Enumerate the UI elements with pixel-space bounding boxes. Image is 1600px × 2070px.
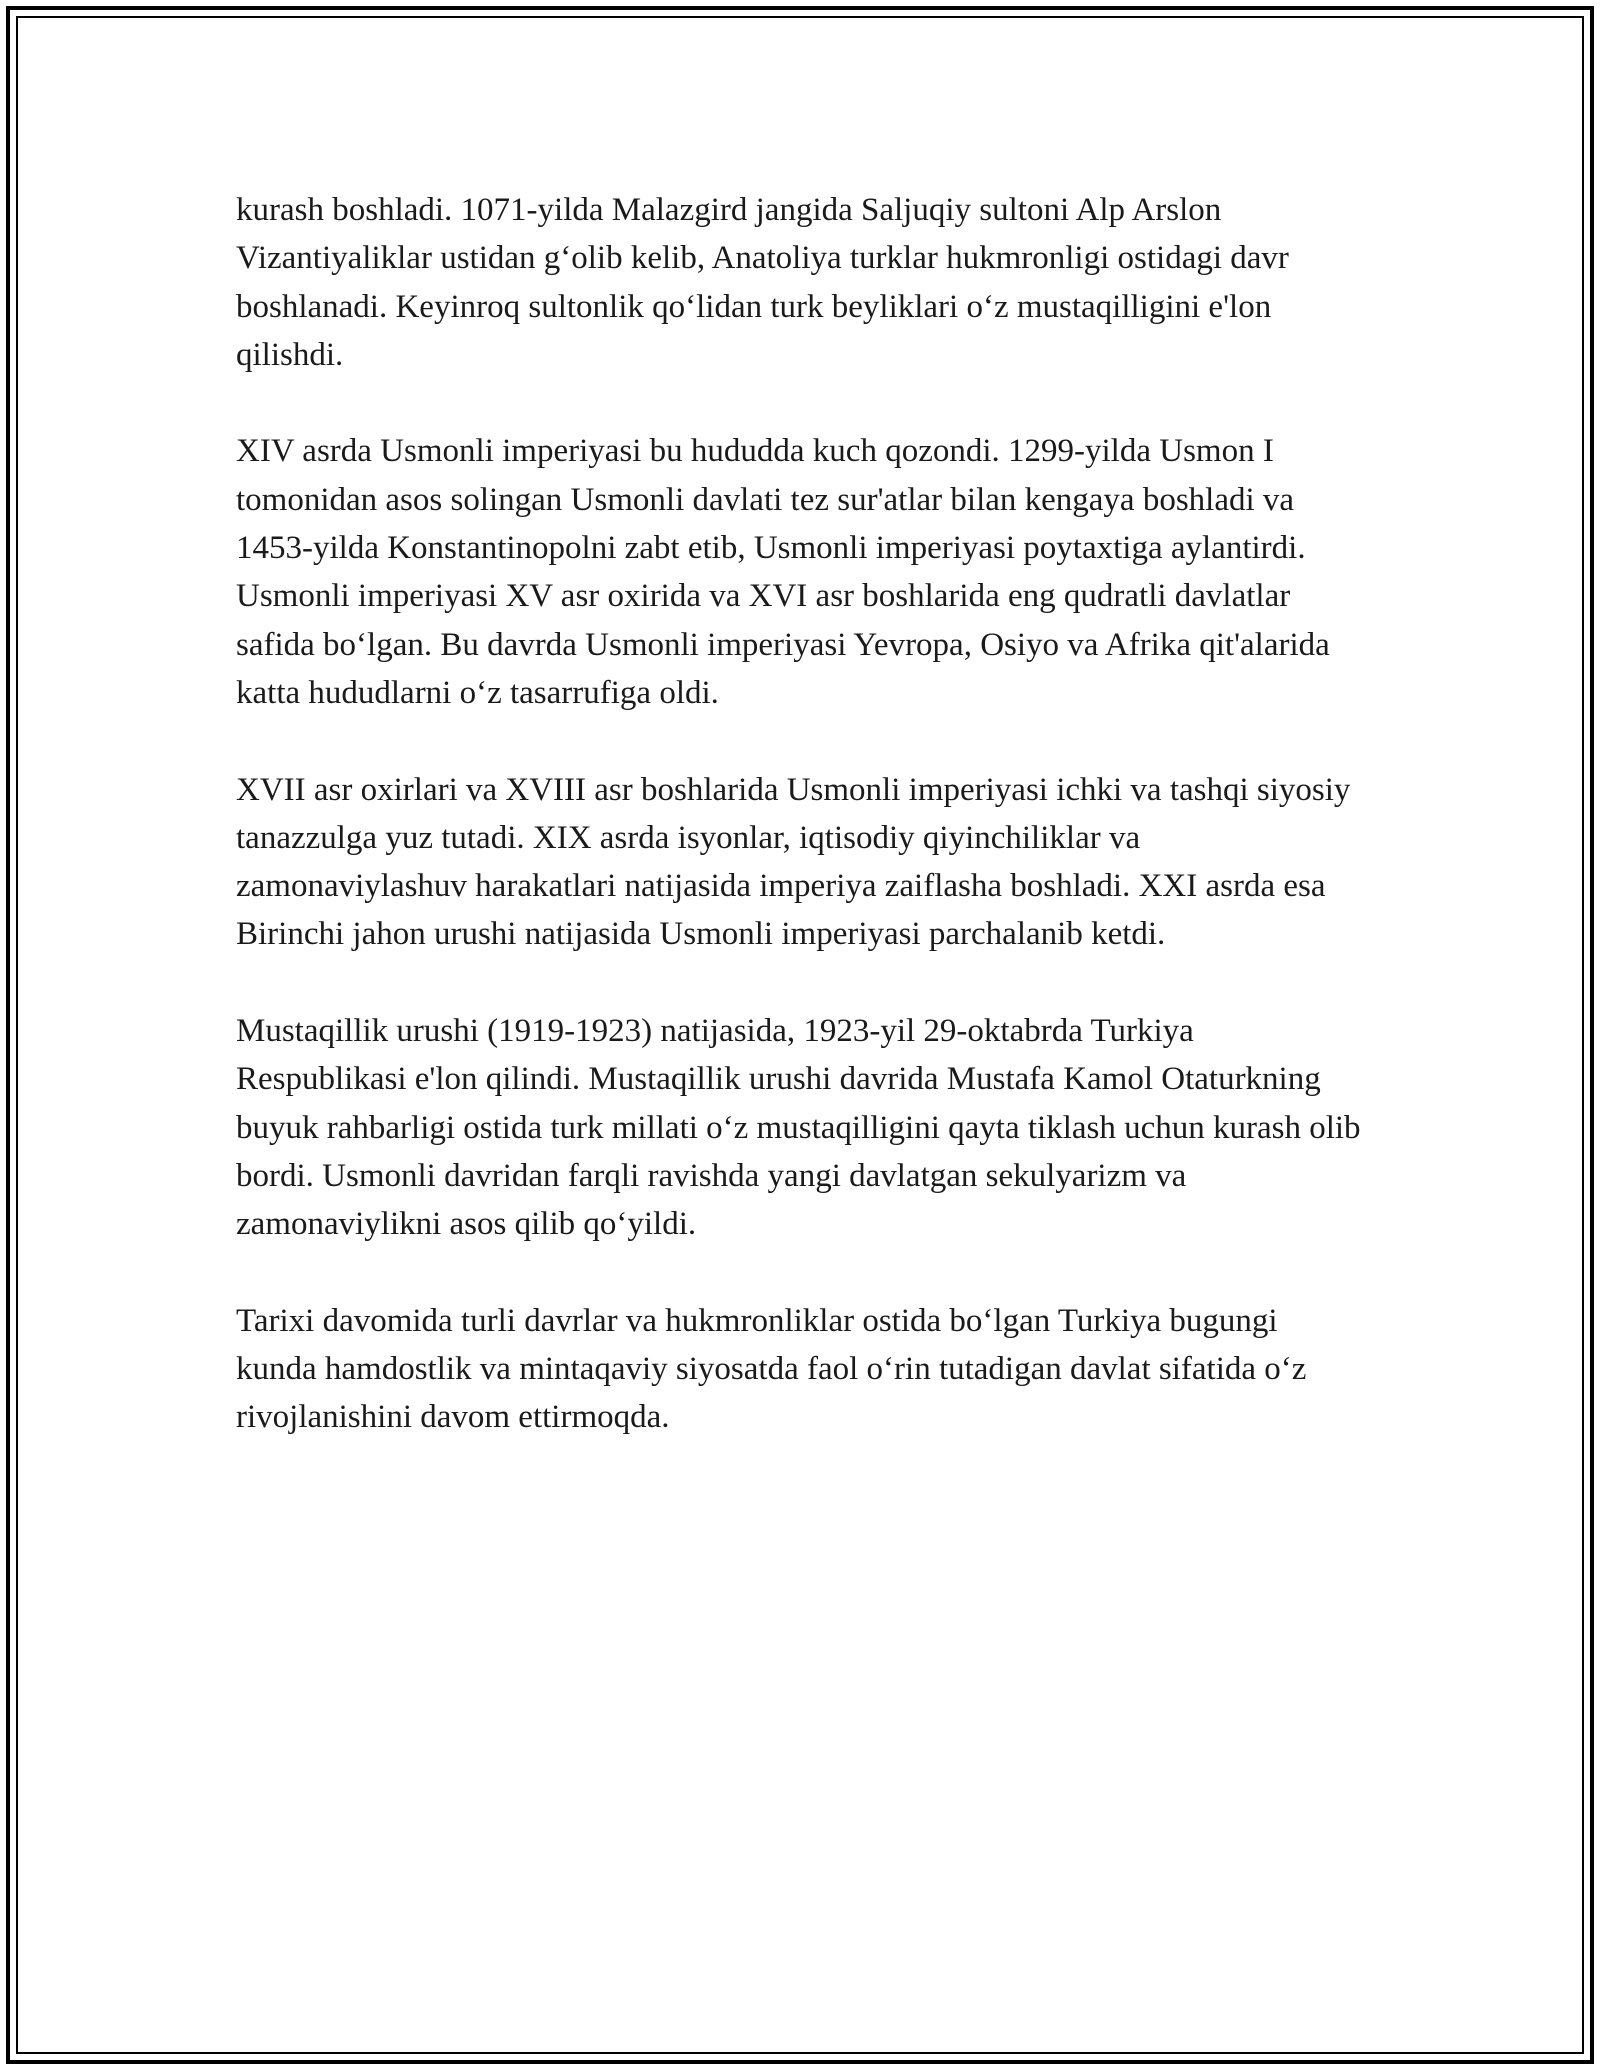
paragraph-1: kurash boshladi. 1071-yilda Malazgird jangida Saljuqiy sultoni Alp Arslon Vizantiyaliklar ustidan g‘olib kelib, Anatoliya turklar hukmronligi ostidagi davr boshlanadi. Keyinroq sultonlik qo‘lidan turk beyliklari o‘z mustaqilligini e'lon qilishdi. [236,192,1289,373]
paragraph-3: XVII asr oxirlari va XVIII asr boshlarida Usmonli imperiyasi ichki va tashqi siyosiy tanazzulga yuz tutadi. XIX asrda isyonlar, iqtisodiy qiyinchiliklar va zamonaviylashuv harakatlari natijasida imperiya zaiflasha boshladi. XXI asrda esa Birinchi jahon urushi natijasida Usmonli imperiyasi parchalanib ketdi. [236,771,1351,953]
paragraph-2: XIV asrda Usmonli imperiyasi bu hududda kuch qozondi. 1299-yilda Usmon I tomonidan asos solingan Usmonli davlati tez sur'atlar bilan kengaya boshladi va 1453-yilda Konstantinopolni zabt etib, Usmonli imperiyasi poytaxtiga aylantirdi. Usmonli imperiyasi XV asr oxirida va XVI asr boshlarida eng qudratli davlatlar safida bo‘lgan. Bu davrda Usmonli imperiyasi Yevropa, Osiyo va Afrika qit'alarida katta hududlarni o‘z tasarrufiga oldi. [236,433,1330,711]
paragraph-4: Mustaqillik urushi (1919-1923) natijasida, 1923-yil 29-oktabrda Turkiya Respublikasi e'lon qilindi. Mustaqillik urushi davrida Mustafa Kamol Otaturkning buyuk rahbarligi ostida turk millati o‘z mustaqilligini qayta tiklash uchun kurash olib bordi. Usmonli davridan farqli ravishda yangi davlatgan sekulyarizm va zamonaviylikni asos qilib qo‘yildi. [236,1013,1361,1243]
paragraph-5: Tarixi davomida turli davrlar va hukmronliklar ostida bo‘lgan Turkiya bugungi kunda hamdostlik va mintaqaviy siyosatda faol o‘rin tutadigan davlat sifatida o‘z rivojlanishini davom ettirmoqda. [236,1302,1307,1436]
document-body [236,186,1366,1490]
